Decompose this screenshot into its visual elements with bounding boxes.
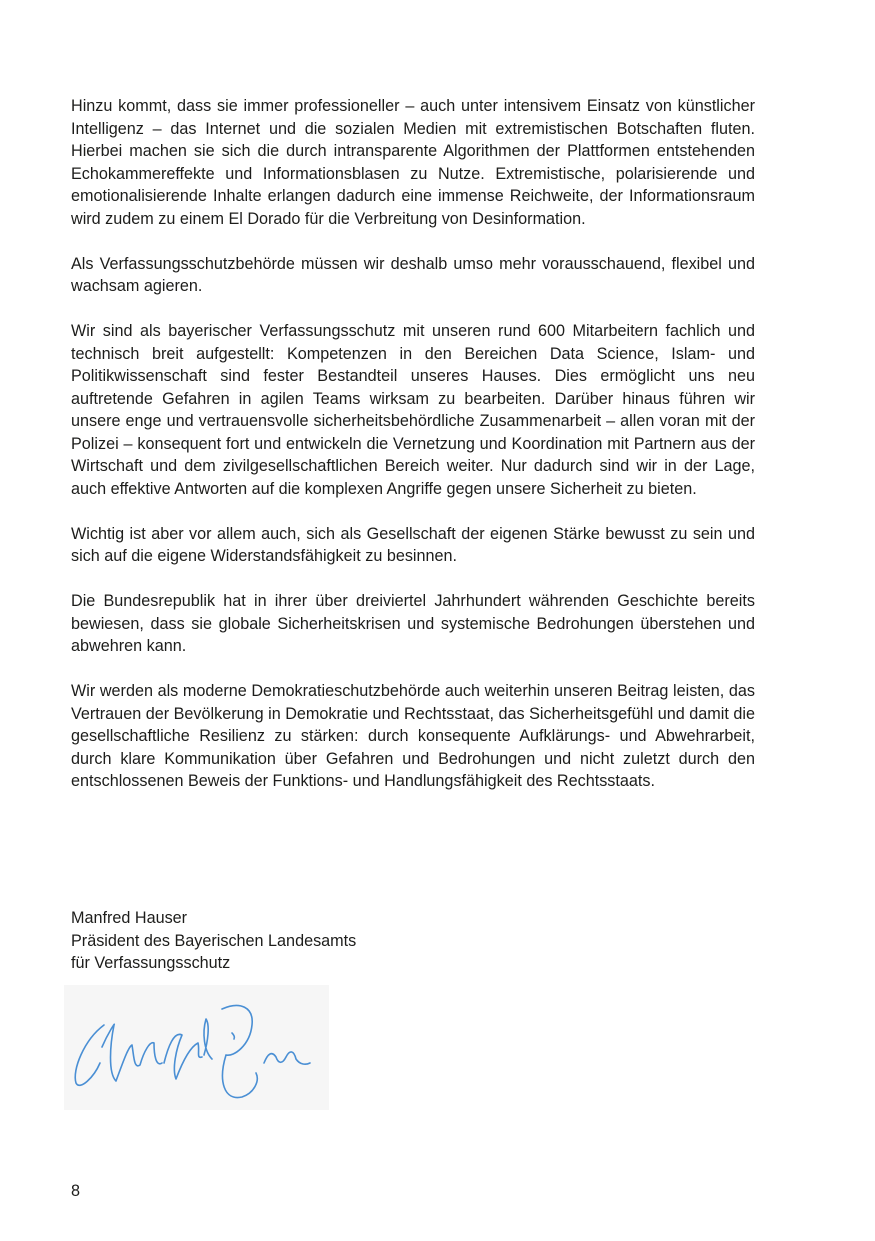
paragraph: Wichtig ist aber vor allem auch, sich als Gesellschaft der eigenen Stärke bewusst zu sein und sich auf die eigene Widerstandsfähigkeit zu besinnen. [71,524,755,565]
paragraph: Wir sind als bayerischer Verfassungsschutz mit unseren rund 600 Mitarbeitern fachlich und technisch breit aufgestellt: Kompetenzen in den Bereichen Data Science, Islam- und Politikwissenschaft sind fester Bestandteil unseres Hauses. Dies ermöglicht uns neu auftretende Gefahren in agilen Teams wirksam zu bearbeiten. Darüber hinaus führen wir unsere enge und vertrauensvolle sicherheitsbehördliche Zusammenarbeit – allen voran mit der Polizei – konsequent fort und entwickeln die Vernetzung und Koordination mit Partnern aus der Wirtschaft und dem zivilgesellschaftlichen Bereich weiter. Nur dadurch sind wir in der Lage, auch effektive Antworten auf die komplexen Angriffe gegen unsere Sicherheit zu bieten. [71,322,755,498]
paragraph: Wir werden als moderne Demokratieschutzbehörde auch weiterhin unseren Beitrag leisten, das Vertrauen der Bevölkerung in Demokratie und Rechtsstaat, das Sicherheitsgefühl und damit die gesellschaftliche Resilienz zu stärken: durch konsequente Aufklärungs- und Abwehrarbeit, durch klare Kommunikation über Gefahren und Bedrohungen und nicht zuletzt durch den entschlossenen Beweis der Funktions- und Handlungsfähigkeit des Rechtsstaats. [71,682,755,790]
signatory-title-continued: für Verfassungsschutz [71,954,231,972]
handwritten-signature [64,985,329,1110]
signatory-name: Manfred Hauser [71,909,188,927]
paragraph: Die Bundesrepublik hat in ihrer über dreiviertel Jahrhundert währenden Geschichte bereits bewiesen, dass sie globale Sicherheitskrisen und systemische Bedrohungen überstehen und abwehren kann. [71,592,755,655]
page-number: 8 [71,1182,81,1200]
paragraph: Als Verfassungsschutzbehörde müssen wir deshalb umso mehr vorausschauend, flexibel und wachsam agieren. [71,254,755,295]
signatory-title: Präsident des Bayerischen Landesamts [71,931,357,950]
signature-scribble [64,985,329,1110]
letter-body [71,95,755,815]
paragraph: Hinzu kommt, dass sie immer professioneller – auch unter intensivem Einsatz von künstlicher Intelligenz – das Internet und die sozialen Medien mit extremistischen Botschaften fluten. Hierbei machen sie sich die durch intransparente Algorithmen der Plattformen entstehenden Echokammereffekte und Informationsblasen zu Nutze. Extremistische, polarisierende und emotionalisierende Inhalte erlangen dadurch eine immense Reichweite, der Informationsraum wird zudem zu einem El Dorado für die Verbreitung von Desinformation. [71,97,755,228]
signature-block [71,907,356,975]
